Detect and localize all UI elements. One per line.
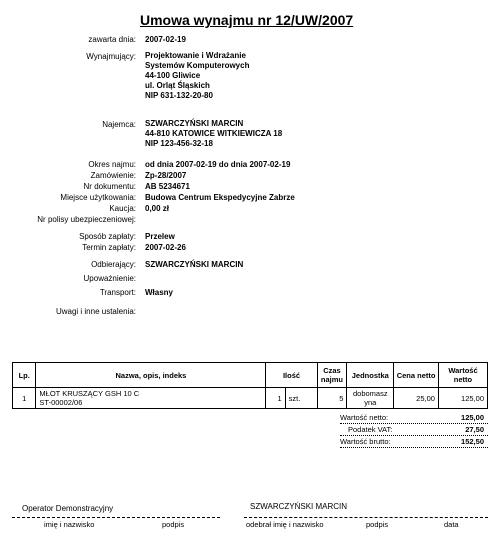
cell-czas: 5 bbox=[317, 388, 347, 409]
col-cena-header: Cena netto bbox=[394, 363, 439, 388]
field-sposob-zaplaty bbox=[0, 231, 500, 242]
cell-nazwa bbox=[36, 388, 266, 409]
nr-dokumentu-label: Nr dokumentu: bbox=[83, 182, 136, 191]
item-name: MŁOT KRUSZĄCY GSH 10 C bbox=[39, 389, 140, 398]
najemca-value: SZWARCZYŃSKI MARCIN 44-810 KATOWICE WITKIEWICZA 18 NIP 123-456-32-18 bbox=[145, 119, 283, 148]
field-nr-dokumentu bbox=[0, 181, 500, 192]
total-vat bbox=[340, 424, 488, 436]
cell-ilosc: 1 bbox=[266, 388, 285, 409]
total-vat-value: 27,50 bbox=[465, 425, 484, 434]
signature-left-podpis: podpis bbox=[162, 520, 185, 529]
zamowienie-label: Zamówienie: bbox=[90, 171, 136, 180]
item-index: ST-00002/06 bbox=[39, 398, 83, 407]
transport-label: Transport: bbox=[99, 288, 136, 297]
total-netto bbox=[340, 412, 488, 424]
field-zamowienie bbox=[0, 170, 500, 181]
odbierajacy-value: SZWARCZYŃSKI MARCIN bbox=[145, 260, 244, 269]
col-czas-header: Czas najmu bbox=[317, 363, 347, 388]
field-odbierajacy bbox=[0, 259, 500, 270]
zawarta-label: zawarta dnia: bbox=[88, 35, 136, 44]
wynajmujacy-label: Wynajmujący: bbox=[86, 52, 136, 61]
nr-dokumentu-value: AB 5234671 bbox=[145, 182, 190, 191]
total-netto-label: Wartość netto: bbox=[340, 413, 389, 422]
uwagi-label: Uwagi i inne ustalenia: bbox=[55, 307, 136, 316]
zamowienie-value: Zp-28/2007 bbox=[145, 171, 187, 180]
contract-fields bbox=[0, 34, 500, 317]
upowaznienie-label: Upoważnienie: bbox=[83, 274, 136, 283]
field-uwagi bbox=[0, 306, 500, 317]
signature-right-data: data bbox=[444, 520, 459, 529]
total-brutto-label: Wartość brutto: bbox=[340, 437, 391, 446]
table-header-row bbox=[13, 363, 488, 388]
najemca-label: Najemca: bbox=[102, 120, 136, 129]
table-row bbox=[13, 388, 488, 409]
sposob-value: Przelew bbox=[145, 232, 175, 241]
signature-left-name: Operator Demonstracyjny bbox=[22, 504, 114, 513]
cell-jednostka: dobomasz yna bbox=[347, 388, 394, 409]
termin-label: Termin zapłaty: bbox=[82, 243, 136, 252]
signature-right-podpis: podpis bbox=[366, 520, 389, 529]
okres-value: od dnia 2007-02-19 do dnia 2007-02-19 bbox=[145, 160, 291, 169]
cell-cena: 25,00 bbox=[394, 388, 439, 409]
field-miejsce bbox=[0, 192, 500, 203]
total-vat-label: Podatek VAT: bbox=[348, 425, 393, 434]
items-table bbox=[12, 362, 488, 409]
field-upowaznienie bbox=[0, 273, 500, 284]
transport-value: Własny bbox=[145, 288, 174, 297]
polisa-label: Nr polisy ubezpieczeniowej: bbox=[37, 215, 136, 224]
signature-right-odebral: odebrał imię i nazwisko bbox=[246, 520, 324, 529]
field-okres bbox=[0, 159, 500, 170]
col-ilosc-header: Ilość bbox=[266, 363, 317, 388]
document-title: Umowa wynajmu nr 12/UW/2007 bbox=[140, 12, 354, 28]
cell-jm: szt. bbox=[285, 388, 317, 409]
wynajmujacy-value: Projektowanie i Wdrażanie Systemów Komputerowych 44-100 Gliwice ul. Orląt Śląskich NIP 631-132-20-80 bbox=[145, 51, 250, 100]
field-kaucja bbox=[0, 203, 500, 214]
signature-left-line bbox=[12, 517, 220, 518]
field-polisa bbox=[0, 214, 500, 225]
odbierajacy-label: Odbierający: bbox=[91, 260, 136, 269]
okres-label: Okres najmu: bbox=[88, 160, 136, 169]
cell-lp: 1 bbox=[13, 388, 36, 409]
kaucja-value: 0,00 zł bbox=[145, 204, 170, 213]
field-wynajmujacy bbox=[0, 51, 500, 107]
cell-wartosc: 125,00 bbox=[438, 388, 487, 409]
signature-right-name: SZWARCZYŃSKI MARCIN bbox=[250, 502, 348, 511]
signature-left-imie: imię i nazwisko bbox=[44, 520, 95, 529]
total-brutto bbox=[340, 436, 488, 448]
field-transport bbox=[0, 287, 500, 298]
signature-right-line bbox=[244, 517, 488, 518]
totals-block bbox=[340, 412, 488, 448]
total-brutto-value: 152,50 bbox=[461, 437, 484, 446]
col-lp-header: Lp. bbox=[13, 363, 36, 388]
kaucja-label: Kaucja: bbox=[109, 204, 136, 213]
total-netto-value: 125,00 bbox=[461, 413, 484, 422]
field-termin-zaplaty bbox=[0, 242, 500, 253]
sposob-label: Sposób zapłaty: bbox=[79, 232, 136, 241]
col-wartosc-header: Wartość netto bbox=[438, 363, 487, 388]
field-zawarta bbox=[0, 34, 500, 45]
col-jednostka-header: Jednostka bbox=[347, 363, 394, 388]
miejsce-value: Budowa Centrum Ekspedycyjne Zabrze bbox=[145, 193, 295, 202]
miejsce-label: Miejsce użytkowania: bbox=[60, 193, 136, 202]
col-nazwa-header: Nazwa, opis, indeks bbox=[36, 363, 266, 388]
termin-value: 2007-02-26 bbox=[145, 243, 186, 252]
zawarta-value: 2007-02-19 bbox=[145, 35, 186, 44]
field-najemca bbox=[0, 119, 500, 155]
